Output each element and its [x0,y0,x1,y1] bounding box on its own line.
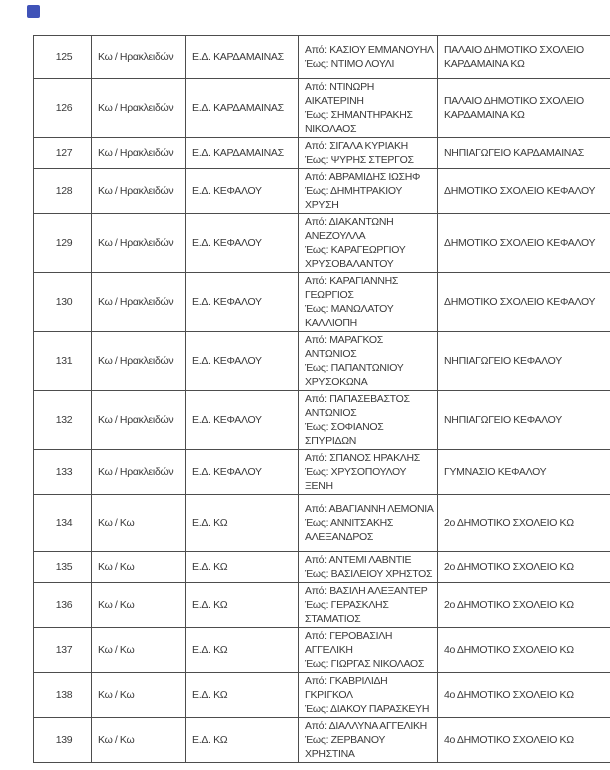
polling-place: ΝΗΠΙΑΓΩΓΕΙΟ ΚΕΦΑΛΟΥ [438,391,610,450]
polling-place: ΠΑΛΑΙΟ ΔΗΜΟΤΙΚΟ ΣΧΟΛΕΙΟ ΚΑΡΔΑΜΑΙΝΑ ΚΩ [438,36,610,79]
polling-place: 2ο ΔΗΜΟΤΙΚΟ ΣΧΟΛΕΙΟ ΚΩ [438,495,610,552]
table-row [34,169,610,214]
voter-range-from: Από: ΣΠΑΝΟΣ ΗΡΑΚΛΗΣ [305,452,420,464]
voter-range-from: Από: ΚΑΡΑΓΙΑΝΝΗΣ ΓΕΩΡΓΙΟΣ [305,275,399,301]
polling-place: ΔΗΜΟΤΙΚΟ ΣΧΟΛΕΙΟ ΚΕΦΑΛΟΥ [438,273,610,332]
electoral-district: Ε.Δ. ΚΩ [186,552,299,583]
voter-range-cell [299,332,438,391]
station-number: 139 [34,718,92,763]
electoral-district: Ε.Δ. ΚΩ [186,673,299,718]
voter-range-from: Από: ΜΑΡΑΓΚΟΣ ΑΝΤΩΝΙΟΣ [305,334,383,360]
voter-range-to: Έως: ΔΗΜΗΤΡΑΚΙΟΥ ΧΡΥΣΗ [305,185,402,211]
voter-range-from: Από: ΓΕΡΟΒΑΣΙΛΗ ΑΓΓΕΛΙΚΗ [305,630,393,656]
voter-range-to: Έως: ΔΙΑΚΟΥ ΠΑΡΑΣΚΕΥΗ [305,703,430,715]
voter-range-from: Από: ΚΑΣΙΟΥ ΕΜΜΑΝΟΥΗΛ [305,44,434,56]
table-row [34,495,610,552]
polling-stations-table-body [34,36,610,763]
station-number: 138 [34,673,92,718]
table-row [34,273,610,332]
polling-place: 4ο ΔΗΜΟΤΙΚΟ ΣΧΟΛΕΙΟ ΚΩ [438,718,610,763]
voter-range-from: Από: ΒΑΣΙΛΗ ΑΛΕΞΑΝΤΕΡ [305,585,428,597]
voter-range-to: Έως: ΨΥΡΗΣ ΣΤΕΡΓΟΣ [305,154,414,166]
station-number: 134 [34,495,92,552]
voter-range-to: Έως: ΚΑΡΑΓΕΩΡΓΙΟΥ ΧΡΥΣΟΒΑΛΑΝΤΟΥ [305,244,406,270]
municipal-unit: Κω / Κω [92,495,186,552]
voter-range-to: Έως: ΑΝΝΙΤΣΑΚΗΣ ΑΛΕΞΑΝΔΡΟΣ [305,517,394,543]
voter-range-to: Έως: ΠΑΠΑΝΤΩΝΙΟΥ ΧΡΥΣΟΚΩΝΑ [305,362,404,388]
station-number: 131 [34,332,92,391]
municipal-unit: Κω / Ηρακλειδών [92,79,186,138]
station-number: 126 [34,79,92,138]
station-number: 130 [34,273,92,332]
municipal-unit: Κω / Ηρακλειδών [92,36,186,79]
electoral-district: Ε.Δ. ΚΕΦΑΛΟΥ [186,273,299,332]
municipal-unit: Κω / Ηρακλειδών [92,450,186,495]
table-row [34,718,610,763]
voter-range-from: Από: ΑΒΡΑΜΙΔΗΣ ΙΩΣΗΦ [305,171,421,183]
table-row [34,673,610,718]
voter-range-from: Από: ΣΙΓΑΛΑ ΚΥΡΙΑΚΗ [305,140,408,152]
voter-range-cell [299,138,438,169]
voter-range-to: Έως: ΜΑΝΩΛΑΤΟΥ ΚΑΛΛΙΟΠΗ [305,303,394,329]
municipal-unit: Κω / Ηρακλειδών [92,138,186,169]
polling-place: 4ο ΔΗΜΟΤΙΚΟ ΣΧΟΛΕΙΟ ΚΩ [438,673,610,718]
voter-range-to: Έως: ΒΑΣΙΛΕΙΟΥ ΧΡΗΣΤΟΣ [305,568,433,580]
table-row [34,79,610,138]
table-row [34,450,610,495]
voter-range-from: Από: ΔΙΑΚΑΝΤΩΝΗ ΑΝΕΖΟΥΛΛΑ [305,216,394,242]
table-row [34,583,610,628]
polling-place: ΝΗΠΙΑΓΩΓΕΙΟ ΚΕΦΑΛΟΥ [438,332,610,391]
station-number: 136 [34,583,92,628]
voter-range-cell [299,718,438,763]
station-number: 128 [34,169,92,214]
voter-range-cell [299,36,438,79]
polling-place: ΓΥΜΝΑΣΙΟ ΚΕΦΑΛΟΥ [438,450,610,495]
voter-range-to: Έως: ΝΤΙΜΟ ΛΟΥΛΙ [305,58,395,70]
municipal-unit: Κω / Ηρακλειδών [92,391,186,450]
voter-range-from: Από: ΓΚΑΒΡΙΛΙΔΗ ΓΚΡΙΓΚΟΛ [305,675,388,701]
electoral-district: Ε.Δ. ΚΕΦΑΛΟΥ [186,391,299,450]
station-number: 129 [34,214,92,273]
voter-range-from: Από: ΝΤΙΝΩΡΗ ΑΙΚΑΤΕΡΙΝΗ [305,81,375,107]
station-number: 127 [34,138,92,169]
table-row [34,138,610,169]
polling-place: 2ο ΔΗΜΟΤΙΚΟ ΣΧΟΛΕΙΟ ΚΩ [438,583,610,628]
municipal-unit: Κω / Κω [92,718,186,763]
table-row [34,552,610,583]
voter-range-cell [299,273,438,332]
voter-range-cell [299,79,438,138]
voter-range-cell [299,169,438,214]
voter-range-cell [299,628,438,673]
polling-place: ΔΗΜΟΤΙΚΟ ΣΧΟΛΕΙΟ ΚΕΦΑΛΟΥ [438,214,610,273]
voter-range-from: Από: ΠΑΠΑΣΕΒΑΣΤΟΣ ΑΝΤΩΝΙΟΣ [305,393,410,419]
municipal-unit: Κω / Ηρακλειδών [92,169,186,214]
voter-range-to: Έως: ΣΟΦΙΑΝΟΣ ΣΠΥΡΙΔΩΝ [305,421,384,447]
table-row [34,332,610,391]
municipal-unit: Κω / Ηρακλειδών [92,332,186,391]
table-row [34,214,610,273]
electoral-district: Ε.Δ. ΚΕΦΑΛΟΥ [186,332,299,391]
table-row [34,36,610,79]
municipal-unit: Κω / Κω [92,673,186,718]
electoral-district: Ε.Δ. ΚΑΡΔΑΜΑΙΝΑΣ [186,36,299,79]
polling-place: ΝΗΠΙΑΓΩΓΕΙΟ ΚΑΡΔΑΜΑΙΝΑΣ [438,138,610,169]
voter-range-to: Έως: ΖΕΡΒΑΝΟΥ ΧΡΗΣΤΙΝΑ [305,734,385,760]
municipal-unit: Κω / Ηρακλειδών [92,273,186,332]
polling-place: 4ο ΔΗΜΟΤΙΚΟ ΣΧΟΛΕΙΟ ΚΩ [438,628,610,673]
voter-range-from: Από: ΑΒΑΓΙΑΝΝΗ ΛΕΜΟΝΙΑ [305,503,434,515]
blue-marker-icon [27,5,40,18]
polling-stations-table [33,35,610,763]
voter-range-cell [299,214,438,273]
station-number: 133 [34,450,92,495]
electoral-district: Ε.Δ. ΚΕΦΑΛΟΥ [186,169,299,214]
table-row [34,628,610,673]
station-number: 137 [34,628,92,673]
electoral-district: Ε.Δ. ΚΩ [186,583,299,628]
voter-range-cell [299,450,438,495]
voter-range-to: Έως: ΧΡΥΣΟΠΟΥΛΟΥ ΞΕΝΗ [305,466,407,492]
station-number: 135 [34,552,92,583]
municipal-unit: Κω / Κω [92,552,186,583]
electoral-district: Ε.Δ. ΚΑΡΔΑΜΑΙΝΑΣ [186,138,299,169]
polling-place: 2ο ΔΗΜΟΤΙΚΟ ΣΧΟΛΕΙΟ ΚΩ [438,552,610,583]
polling-place: ΠΑΛΑΙΟ ΔΗΜΟΤΙΚΟ ΣΧΟΛΕΙΟ ΚΑΡΔΑΜΑΙΝΑ ΚΩ [438,79,610,138]
electoral-district: Ε.Δ. ΚΩ [186,495,299,552]
voter-range-from: Από: ΑΝΤΕΜΙ ΛΑΒΝΤΙΕ [305,554,412,566]
station-number: 132 [34,391,92,450]
table-row [34,391,610,450]
electoral-district: Ε.Δ. ΚΩ [186,718,299,763]
electoral-district: Ε.Δ. ΚΩ [186,628,299,673]
electoral-district: Ε.Δ. ΚΕΦΑΛΟΥ [186,214,299,273]
voter-range-cell [299,391,438,450]
municipal-unit: Κω / Κω [92,628,186,673]
municipal-unit: Κω / Ηρακλειδών [92,214,186,273]
voter-range-cell [299,495,438,552]
voter-range-cell [299,673,438,718]
voter-range-to: Έως: ΓΕΡΑΣΚΛΗΣ ΣΤΑΜΑΤΙΟΣ [305,599,389,625]
electoral-district: Ε.Δ. ΚΕΦΑΛΟΥ [186,450,299,495]
voter-range-cell [299,552,438,583]
station-number: 125 [34,36,92,79]
polling-place: ΔΗΜΟΤΙΚΟ ΣΧΟΛΕΙΟ ΚΕΦΑΛΟΥ [438,169,610,214]
voter-range-to: Έως: ΓΙΩΡΓΑΣ ΝΙΚΟΛΑΟΣ [305,658,425,670]
voter-range-from: Από: ΔΙΑΛΛΥΝΑ ΑΓΓΕΛΙΚΗ [305,720,427,732]
municipal-unit: Κω / Κω [92,583,186,628]
voter-range-to: Έως: ΣΗΜΑΝΤΗΡΑΚΗΣ ΝΙΚΟΛΑΟΣ [305,109,413,135]
voter-range-cell [299,583,438,628]
electoral-district: Ε.Δ. ΚΑΡΔΑΜΑΙΝΑΣ [186,79,299,138]
